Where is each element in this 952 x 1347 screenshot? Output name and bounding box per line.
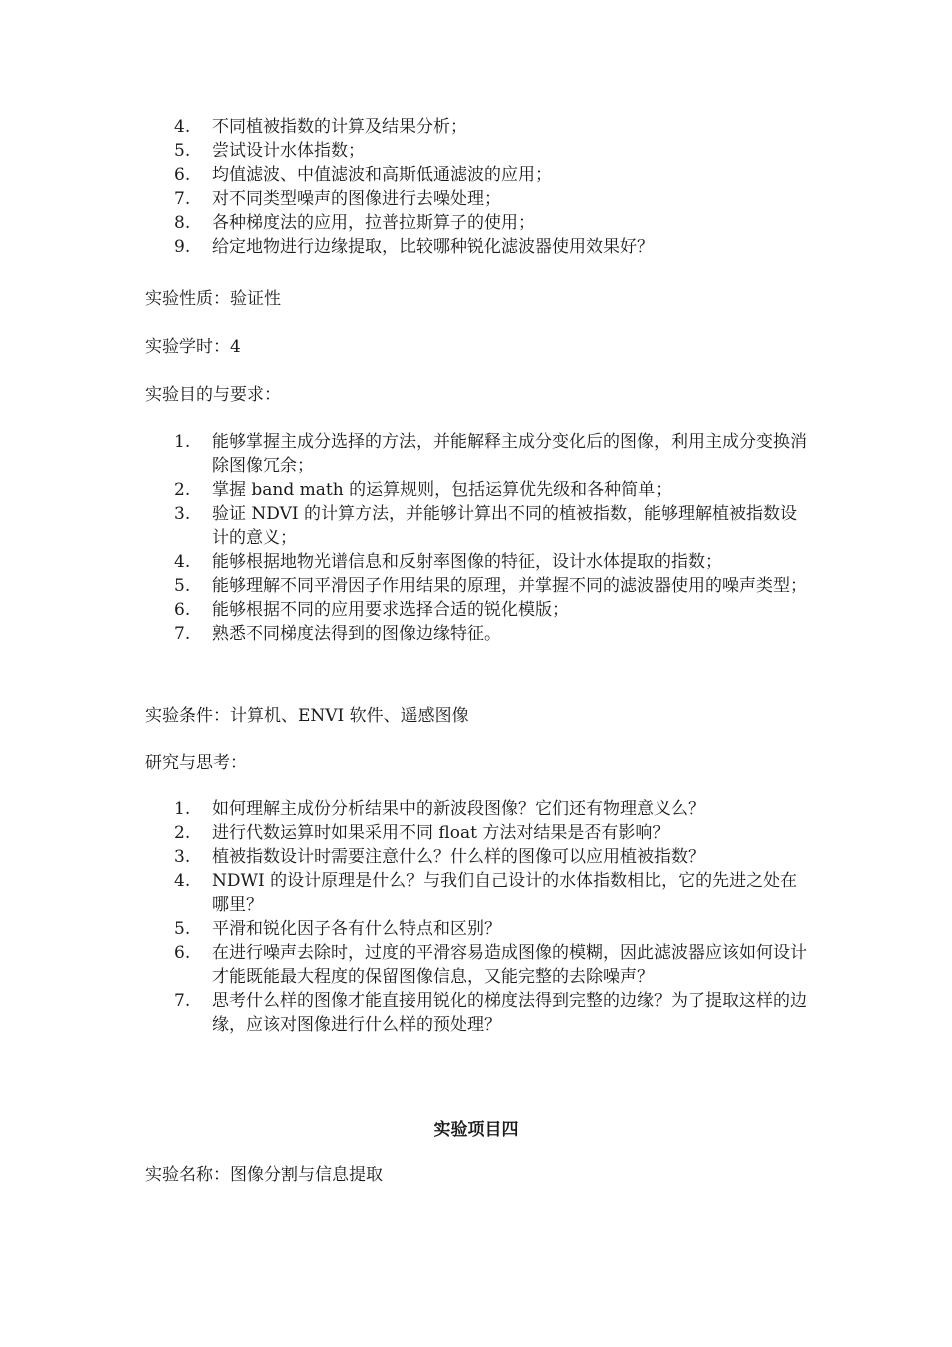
project-heading: 实验项目四 xyxy=(433,1120,519,1140)
list-item: 7. 思考什么样的图像才能直接用锐化的梯度法得到完整的边缘？为了提取这样的边缘，应该对图像进行什么样的预处理？ xyxy=(174,991,807,1035)
list-item: 4. 能够根据地物光谱信息和反射率图像的特征，设计水体提取的指数； xyxy=(174,552,722,572)
list-item: 6. 能够根据不同的应用要求选择合适的锐化模版； xyxy=(174,600,569,620)
list-item: 9. 给定地物进行边缘提取，比较哪种锐化滤波器使用效果好？ xyxy=(174,237,654,257)
list-item: 2. 掌握 band math 的运算规则，包括运算优先级和各种简单； xyxy=(174,480,673,500)
experiment-hours: 实验学时：4 xyxy=(145,337,241,357)
list-item: 4. 不同植被指数的计算及结果分析； xyxy=(174,117,467,137)
list-item: 4. NDWI 的设计原理是什么？与我们自己设计的水体指数相比，它的先进之处在哪里？ xyxy=(174,871,798,915)
list-item: 3. 验证 NDVI 的计算方法，并能够计算出不同的植被指数，能够理解植被指数设计的意义； xyxy=(174,504,798,548)
list-item: 5. 平滑和锐化因子各有什么特点和区别？ xyxy=(174,919,501,939)
list-item: 1. 如何理解主成份分析结果中的新波段图像？它们还有物理意义么？ xyxy=(174,799,705,819)
list-item: 8. 各种梯度法的应用，拉普拉斯算子的使用； xyxy=(174,213,535,233)
experiment-conditions: 实验条件：计算机、ENVI 软件、遥感图像 xyxy=(145,706,469,726)
list-item: 7. 对不同类型噪声的图像进行去噪处理； xyxy=(174,189,501,209)
list-item: 7. 熟悉不同梯度法得到的图像边缘特征。 xyxy=(174,624,501,644)
experiment-name: 实验名称：图像分割与信息提取 xyxy=(145,1165,383,1185)
list-item: 6. 在进行噪声去除时，过度的平滑容易造成图像的模糊，因此滤波器应该如何设计才能既能最大程度的保留图像信息，又能完整的去除噪声？ xyxy=(174,943,807,987)
research-list xyxy=(0,797,812,1037)
list-item: 2. 进行代数运算时如果采用不同 float 方法对结果是否有影响？ xyxy=(174,823,670,843)
list-item: 5. 能够理解不同平滑因子作用结果的原理，并掌握不同的滤波器使用的噪声类型； xyxy=(174,576,807,596)
top-list xyxy=(0,115,812,259)
list-item: 5. 尝试设计水体指数； xyxy=(174,141,365,161)
list-item: 1. 能够掌握主成分选择的方法，并能解释主成分变化后的图像，利用主成分变换消除图像冗余； xyxy=(174,432,807,476)
research-heading: 研究与思考： xyxy=(145,753,247,773)
purpose-list xyxy=(0,430,812,646)
list-item: 3. 植被指数设计时需要注意什么？什么样的图像可以应用植被指数？ xyxy=(174,847,705,867)
purpose-heading: 实验目的与要求： xyxy=(145,385,281,405)
list-item: 6. 均值滤波、中值滤波和高斯低通滤波的应用； xyxy=(174,165,552,185)
experiment-nature: 实验性质：验证性 xyxy=(145,289,281,309)
